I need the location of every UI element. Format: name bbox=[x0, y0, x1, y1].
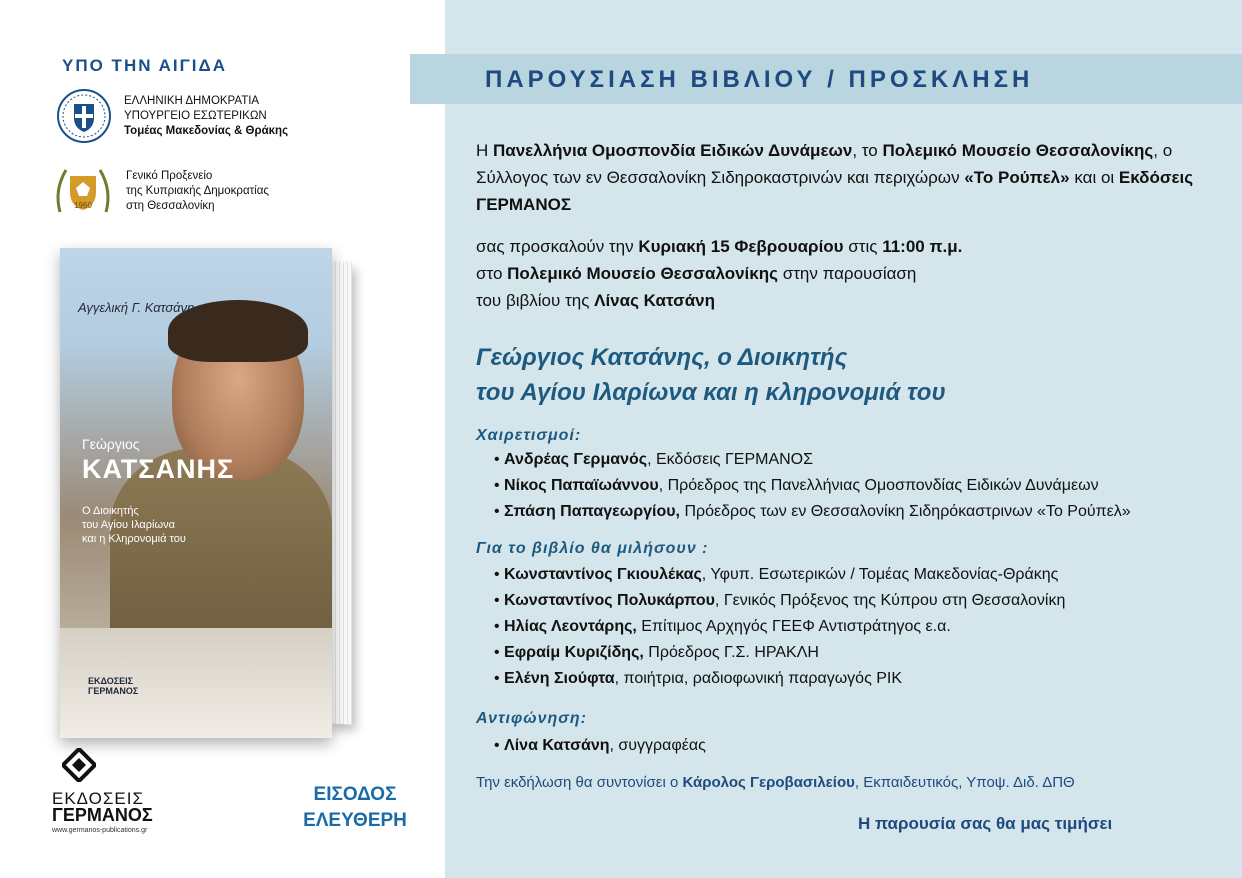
text: σας προσκαλούν την bbox=[476, 237, 639, 256]
book-subtitle-line: και η Κληρονομιά του bbox=[82, 533, 186, 545]
aegis-title: ΥΠΟ ΤΗΝ ΑΙΓΙΔΑ bbox=[62, 56, 228, 75]
book-subtitle-line: του Αγίου Ιλαρίωνα bbox=[82, 519, 175, 531]
book-title bbox=[476, 340, 946, 410]
speaker-name: Ελένη Σιούφτα bbox=[504, 670, 615, 687]
speaker-role: , Υφυπ. Εσωτερικών / Τομέας Μακεδονίας-Θράκης bbox=[701, 566, 1059, 583]
book-publisher-line: ΕΚΔΟΣΕΙΣ bbox=[88, 676, 134, 686]
greetings-list bbox=[494, 447, 1131, 525]
speaker-name: Λίνα Κατσάνη bbox=[504, 737, 610, 754]
free-entry-line-2: ΕΛΕΥΘΕΡΗ bbox=[303, 810, 407, 831]
speaker-role: , συγγραφέας bbox=[609, 737, 706, 754]
invitation-paragraph bbox=[476, 233, 1196, 314]
speaker-name: Ηλίας Λεοντάρης, bbox=[504, 618, 637, 635]
org-roupel: «Το Ρούπελ» bbox=[964, 168, 1070, 187]
org-museum: Πολεμικό Μουσείο Θεσσαλονίκης bbox=[882, 141, 1154, 160]
consulate-line-1: Γενικό Προξενείο bbox=[126, 169, 213, 182]
svg-text:1960: 1960 bbox=[74, 201, 92, 210]
list-item: • Λίνα Κατσάνη, συγγραφέας bbox=[494, 737, 706, 754]
response-list bbox=[494, 733, 706, 759]
coordinator-line bbox=[476, 774, 1075, 791]
consulate-block bbox=[52, 162, 269, 220]
publisher-logo-icon bbox=[62, 748, 96, 782]
org-publisher: Εκδόσεις ΓΕΡΜΑΝΟΣ bbox=[476, 168, 1194, 214]
closing-line: Η παρουσία σας θα μας τιμήσει bbox=[858, 814, 1113, 833]
list-item: • Ελένη Σιούφτα, ποιήτρια, ραδιοφωνική παραγωγός ΡΙΚ bbox=[494, 670, 903, 687]
ministry-line-1: ΕΛΛΗΝΙΚΗ ΔΗΜΟΚΡΑΤΙΑ bbox=[124, 94, 260, 107]
ministry-line-3: Τομέας Μακεδονίας & Θράκης bbox=[124, 124, 289, 137]
ministry-block bbox=[56, 88, 288, 144]
banner-title: ΠΑΡΟΥΣΙΑΣΗ ΒΙΒΛΙΟΥ / ΠΡΟΣΚΛΗΣΗ bbox=[485, 66, 1034, 93]
event-venue: Πολεμικό Μουσείο Θεσσαλονίκης bbox=[507, 264, 778, 283]
publisher-name-line-2: ΓΕΡΜΑΝΟΣ bbox=[52, 805, 153, 825]
list-item: • Ανδρέας Γερμανός, Εκδόσεις ΓΕΡΜΑΝΟΣ bbox=[494, 451, 813, 468]
speaker-name: Κωνσταντίνος Γκιουλέκας bbox=[504, 566, 702, 583]
text: Η bbox=[476, 141, 493, 160]
speaker-role: , ποιήτρια, ραδιοφωνική παραγωγός ΡΙΚ bbox=[614, 670, 903, 687]
speakers-heading: Για το βιβλίο θα μιλήσουν : bbox=[476, 540, 709, 557]
list-item: • Κωνσταντίνος Πολυκάρπου, Γενικός Πρόξενος της Κύπρου στη Θεσσαλονίκη bbox=[494, 592, 1066, 609]
text: και οι bbox=[1069, 168, 1119, 187]
text: Την εκδήλωση θα συντονίσει ο bbox=[476, 774, 683, 791]
speaker-name: Κωνσταντίνος Πολυκάρπου bbox=[504, 592, 715, 609]
text: στις bbox=[843, 237, 883, 256]
speaker-name: Νίκος Παπαϊωάννου bbox=[504, 477, 659, 494]
list-item: • Κωνσταντίνος Γκιουλέκας, Υφυπ. Εσωτερικών / Τομέας Μακεδονίας-Θράκης bbox=[494, 566, 1059, 583]
book-subtitle bbox=[82, 504, 186, 546]
list-item: • Σπάση Παπαγεωργίου, Πρόεδρος των εν Θεσσαλονίκη Σιδηρόκαστρινων «Το Ρούπελ» bbox=[494, 503, 1131, 520]
publisher-logo bbox=[52, 748, 153, 834]
publisher-url: www.germanos-publications.gr bbox=[52, 827, 148, 834]
event-time: 11:00 π.μ. bbox=[882, 237, 963, 256]
list-item: • Νίκος Παπαϊωάννου, Πρόεδρος της Πανελλήνιας Ομοσπονδίας Ειδικών Δυνάμεων bbox=[494, 477, 1099, 494]
speaker-role: Πρόεδρος των εν Θεσσαλονίκη Σιδηρόκαστρινων «Το Ρούπελ» bbox=[680, 503, 1131, 520]
event-date: Κυριακή 15 Φεβρουαρίου bbox=[638, 237, 844, 256]
consulate-line-2: της Κυπριακής Δημοκρατίας bbox=[126, 184, 269, 197]
speaker-role: , Πρόεδρος της Πανελλήνιας Ομοσπονδίας Ειδικών Δυνάμεων bbox=[658, 477, 1099, 494]
intro-paragraph bbox=[476, 137, 1196, 218]
book-subtitle-line: Ο Διοικητής bbox=[82, 505, 139, 517]
book-author: Αγγελική Γ. Κατσάνη bbox=[78, 300, 195, 315]
text: , το bbox=[852, 141, 883, 160]
text: , Εκπαιδευτικός, Υποψ. Διδ. ΔΠΘ bbox=[854, 774, 1075, 791]
text: του βιβλίου της bbox=[476, 291, 595, 310]
text: , ο Σύλλογος των εν Θεσσαλονίκη Σιδηροκαστρινών και περιχώρων bbox=[476, 141, 1173, 187]
speaker-role: , Γενικός Πρόξενος της Κύπρου στη Θεσσαλονίκη bbox=[714, 592, 1066, 609]
book-title-line-1: Γεώργιος Κατσάνης, ο Διοικητής bbox=[476, 344, 848, 371]
greetings-heading: Χαιρετισμοί: bbox=[476, 427, 582, 444]
text: στο bbox=[476, 264, 508, 283]
speaker-name: Σπάση Παπαγεωργίου, bbox=[504, 503, 680, 520]
book-publisher-mark bbox=[88, 676, 138, 696]
book-first-name: Γεώργιος bbox=[82, 436, 140, 452]
book-last-name: ΚΑΤΣΑΝΗΣ bbox=[82, 454, 235, 484]
ministry-line-2: ΥΠΟΥΡΓΕΙΟ ΕΣΩΤΕΡΙΚΩΝ bbox=[124, 109, 267, 122]
author-name: Λίνας Κατσάνη bbox=[594, 291, 716, 310]
free-entry-line-1: ΕΙΣΟΔΟΣ bbox=[313, 784, 397, 805]
text: στην παρουσίαση bbox=[777, 264, 917, 283]
book-front-cover bbox=[60, 248, 332, 738]
speaker-name: Εφραίμ Κυριζίδης, bbox=[504, 644, 644, 661]
speaker-name: Ανδρέας Γερμανός bbox=[504, 451, 648, 468]
coordinator-name: Κάρολος Γεροβασιλείου bbox=[682, 774, 855, 791]
list-item: • Ηλίας Λεοντάρης, Επίτιμος Αρχηγός ΓΕΕΦ Αντιστράτηγος ε.α. bbox=[494, 618, 951, 635]
book-title-line-2: του Αγίου Ιλαρίωνα και η κληρονομιά του bbox=[476, 379, 946, 406]
book-cover-image bbox=[60, 248, 356, 742]
speaker-role: Πρόεδρος Γ.Σ. ΗΡΑΚΛΗ bbox=[643, 644, 819, 661]
response-heading: Αντιφώνηση: bbox=[476, 710, 587, 727]
org-federation: Πανελλήνια Ομοσπονδία Ειδικών Δυνάμεων bbox=[493, 141, 853, 160]
consulate-line-3: στη Θεσσαλονίκη bbox=[126, 199, 215, 212]
list-item: • Εφραίμ Κυριζίδης, Πρόεδρος Γ.Σ. ΗΡΑΚΛΗ bbox=[494, 644, 819, 661]
book-publisher-line: ΓΕΡΜΑΝΟΣ bbox=[88, 686, 139, 696]
cyprus-coat-of-arms-icon bbox=[52, 162, 114, 220]
publisher-name-line-1: ΕΚΔΟΣΕΙΣ bbox=[52, 789, 144, 808]
speakers-list bbox=[494, 562, 1065, 692]
greek-coat-of-arms-icon bbox=[56, 88, 112, 144]
free-entry-notice bbox=[300, 782, 410, 834]
speaker-role: Επίτιμος Αρχηγός ΓΕΕΦ Αντιστράτηγος ε.α. bbox=[636, 618, 951, 635]
speaker-role: , Εκδόσεις ΓΕΡΜΑΝΟΣ bbox=[647, 451, 813, 468]
